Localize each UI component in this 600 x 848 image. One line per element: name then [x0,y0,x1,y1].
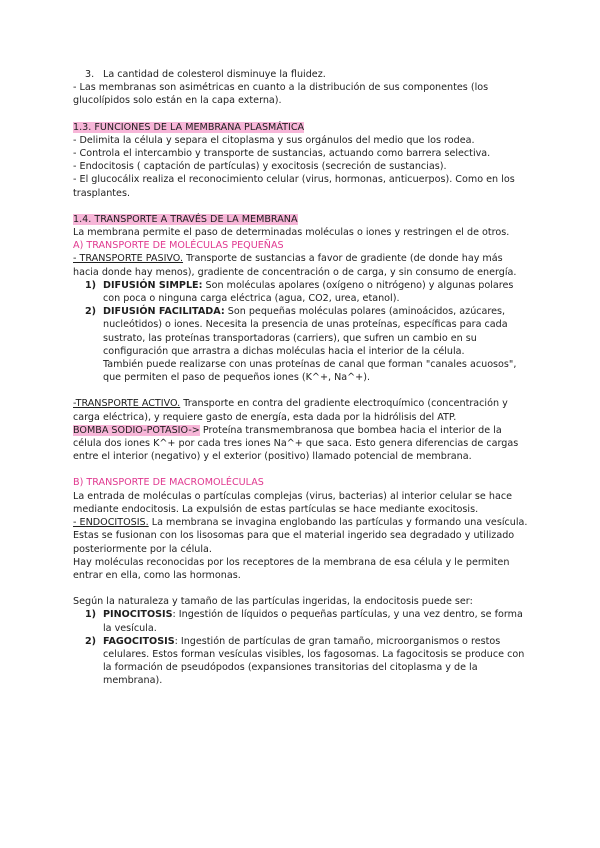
simple-diffusion-label: DIFUSIÓN SIMPLE: [103,279,203,291]
active-transport-text: Transporte en contra del gradiente electroquímico (concentración y carga eléctrica), y requiere gasto de energía, esta dada por la hidrólisis del ATP. [73,398,508,423]
paragraph-intro: La membrana permite el paso de determinadas moléculas o iones y restringen el de otros. [73,227,510,239]
passive-transport-label: - TRANSPORTE PASIVO. [73,253,184,265]
function-line: - Endocitosis ( captación de partículas) y exocitosis (secreción de sustancias). [73,161,447,173]
numbered-list-top [73,68,528,81]
phagocytosis-text: : Ingestión de partículas de gran tamaño, microorganismos o restos celulares. Estos forman vesículas visibles, los fagosomas. La fagocitosis se produce con la formación de pseudópodos (expansiones transitorias del citoplasma y de la membrana). [103,635,525,687]
endocytosis-types-list [73,608,528,687]
channel-proteins-text: También puede realizarse con unas proteínas de canal que forman "canales acuosos", que permiten el paso de pequeños iones (K^+, Na^+). [103,359,517,384]
subsection-title-a: A) TRANSPORTE DE MOLÉCULAS PEQUEÑAS [73,240,284,252]
document-page [73,68,528,688]
paragraph-passive-transport [73,252,528,278]
sodium-potassium-pump-label: BOMBA SODIO-POTASIO-> [73,424,200,436]
function-line: - Controla el intercambio y transporte de sustancias, actuando como barrera selectiva. [73,148,491,160]
sodium-potassium-pump-text: Proteína transmembranosa que bombea hacia el interior de la célula dos iones K^+ por cada tres iones Na^+ que saca. Esto genera diferencias de cargas entre el interior (negativo) y el exterior (positivo) llamado potencial de membrana. [73,424,519,463]
paragraph-macromolecules: La entrada de moléculas o partículas complejas (virus, bacterias) al interior celular se hace mediante endocitosis. La expulsión de estas partículas se hace mediante exocitosis. [73,490,512,515]
list-number: 2) [85,635,97,647]
pinocytosis-text: : Ingestión de líquidos o pequeñas partículas, y una vez dentro, se forma la vesícula. [103,609,523,634]
facilitated-diffusion-label: DIFUSIÓN FACILITADA: [103,306,225,318]
list-text: La cantidad de colesterol disminuye la fluidez. [103,69,326,80]
facilitated-diffusion-text: Son pequeñas moléculas polares (aminoácidos, azúcares, nucleótidos) o iones. Necesita la presencia de unas proteínas, específicas para cada sustrato, las proteínas transportadoras (carriers), que sufren un cambio en su configuración que arrastra a dichas moléculas hacia el interior de la célula. [103,306,508,357]
function-line: - Delimita la célula y separa el citoplasma y sus orgánulos del medio que los rodea. [73,134,475,146]
active-transport-label: -TRANSPORTE ACTIVO. [73,398,181,410]
list-item [73,608,528,634]
simple-diffusion-text: Son moléculas apolares (oxígeno o nitrógeno) y algunas polares con poca o ninguna carga eléctrica (agua, CO2, urea, etanol). [103,279,514,305]
paragraph-receptors: Hay moléculas reconocidas por los receptores de la membrana de esa célula y le permiten entrar en ella, como las hormonas. [73,556,510,581]
paragraph-asymmetry: - Las membranas son asimétricas en cuanto a la distribución de sus componentes (los glucolípidos solo están en la capa externa). [73,82,489,107]
paragraph-sodium-potassium-pump [73,424,528,464]
paragraph-endocytosis-types: Según la naturaleza y tamaño de las partículas ingeridas, la endocitosis puede ser: [73,596,473,608]
subsection-title-b: B) TRANSPORTE DE MACROMOLÉCULAS [73,477,264,489]
endocytosis-label: - ENDOCITOSIS. [73,517,149,529]
phagocytosis-label: FAGOCITOSIS [103,635,175,647]
section-heading-1-3: 1.3. FUNCIONES DE LA MEMBRANA PLASMÁTICA [73,121,305,133]
list-number: 1) [85,609,97,621]
list-item [73,635,528,688]
list-number: 3. [85,69,95,80]
list-item [73,68,528,81]
passive-transport-list [73,279,528,358]
list-item [73,279,528,305]
passive-transport-text: Transporte de sustancias a favor de gradiente (de donde hay más hacia donde hay menos), gradiente de concentración o de carga, y sin consumo de energía. [73,253,517,278]
list-number: 1) [85,279,97,291]
section-heading-1-4: 1.4. TRANSPORTE A TRAVÉS DE LA MEMBRANA [73,213,298,225]
function-line: - El glucocálix realiza el reconocimiento celular (virus, hormonas, anticuerpos). Como en los trasplantes. [73,174,515,199]
endocytosis-text: La membrana se invagina englobando las partículas y formando una vesícula. Estas se fusionan con los lisosomas para que el material ingerido sea degradado y utilizado posteriormente por la célula. [73,517,528,555]
pinocytosis-label: PINOCITOSIS [103,609,173,621]
paragraph-endocytosis [73,516,528,556]
list-item [73,305,528,358]
paragraph-active-transport [73,397,528,423]
list-number: 2) [85,306,97,318]
